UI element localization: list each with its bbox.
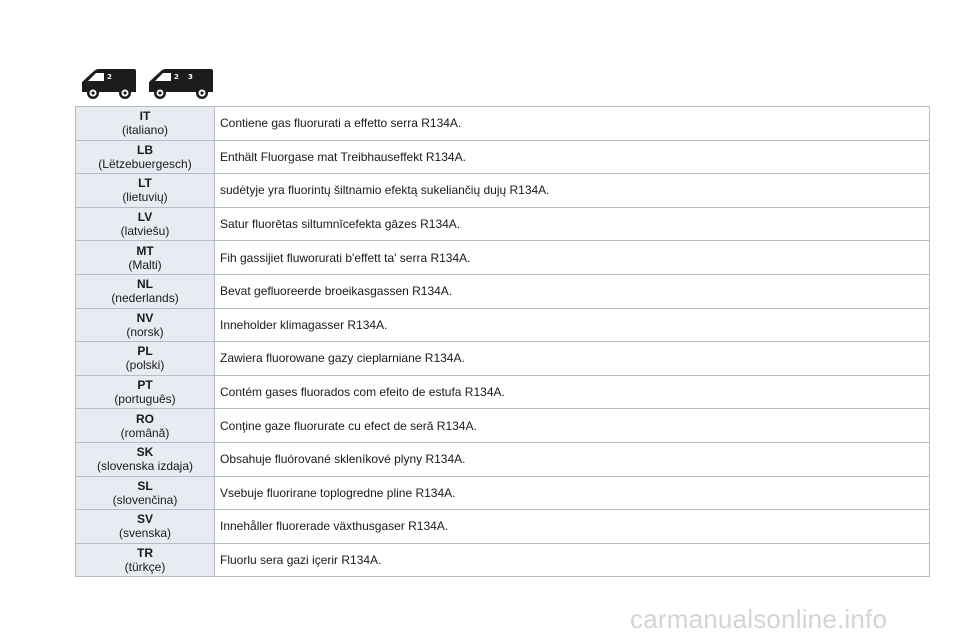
language-cell — [76, 409, 215, 443]
language-cell — [76, 510, 215, 544]
warning-text: Bevat gefluoreerde broeikasgassen R134A. — [215, 274, 930, 308]
language-code: IT — [139, 109, 151, 124]
language-cell — [76, 140, 215, 174]
warning-text: Satur fluorētas siltumnīcefekta gāzes R134A. — [215, 207, 930, 241]
language-code: RO — [136, 411, 154, 426]
language-cell — [76, 308, 215, 342]
table-row — [76, 442, 930, 476]
language-cell — [76, 207, 215, 241]
language-code: PT — [137, 378, 153, 393]
language-cell — [76, 174, 215, 208]
language-name: (slovenčina) — [112, 492, 178, 507]
language-cell — [76, 442, 215, 476]
svg-text:2: 2 — [174, 73, 179, 81]
language-code: TR — [137, 546, 153, 561]
language-name: (svenska) — [118, 526, 171, 541]
van-long-icon — [147, 66, 215, 100]
language-name: (Lëtzebuergesch) — [98, 156, 192, 171]
language-cell — [76, 342, 215, 376]
table-row — [76, 207, 930, 241]
table-row — [76, 409, 930, 443]
language-cell — [76, 375, 215, 409]
language-name: (nederlands) — [111, 291, 179, 306]
warning-text: Contiene gas fluorurati a effetto serra R134A. — [215, 107, 930, 141]
language-name: (latviešu) — [120, 224, 170, 239]
language-code: SV — [136, 512, 153, 527]
language-cell — [76, 274, 215, 308]
van-short-icon — [80, 66, 138, 100]
warning-text: Conţine gaze fluorurate cu efect de seră R134A. — [215, 409, 930, 443]
warning-text: Fluorlu sera gazi içerir R134A. — [215, 543, 930, 577]
language-name: (italiano) — [121, 123, 169, 138]
language-name: (türkçe) — [124, 560, 166, 575]
language-cell — [76, 543, 215, 577]
language-code: NL — [137, 277, 153, 292]
language-code: MT — [136, 243, 154, 258]
table-row — [76, 476, 930, 510]
language-name: (lietuvių) — [122, 190, 168, 205]
language-code: LT — [138, 176, 152, 191]
language-name: (polski) — [125, 358, 165, 373]
language-code: LB — [137, 142, 153, 157]
table-row — [76, 342, 930, 376]
table-row — [76, 241, 930, 275]
table-row — [76, 308, 930, 342]
table-row — [76, 510, 930, 544]
language-name: (română) — [120, 425, 170, 440]
table-row — [76, 543, 930, 577]
warning-text: Contém gases fluorados com efeito de estufa R134A. — [215, 375, 930, 409]
language-code: SK — [136, 445, 154, 460]
watermark: carmanualsonline.info — [630, 604, 888, 634]
language-name: (Malti) — [128, 257, 162, 272]
language-code: PL — [137, 344, 153, 359]
warning-text: Enthält Fluorgase mat Treibhauseffekt R134A. — [215, 140, 930, 174]
language-code: LV — [137, 210, 153, 225]
warning-text: sudėtyje yra fluorintų šiltnamio efektą sukeliančių dujų R134A. — [215, 174, 930, 208]
language-cell — [76, 476, 215, 510]
table-row — [76, 107, 930, 141]
table-row — [76, 174, 930, 208]
svg-text:3: 3 — [188, 73, 193, 81]
warning-text: Vsebuje fluorirane toplogredne pline R134A. — [215, 476, 930, 510]
svg-text:2: 2 — [107, 73, 112, 81]
table-row — [76, 140, 930, 174]
language-cell — [76, 107, 215, 141]
table-row — [76, 375, 930, 409]
language-name: (slovenska izdaja) — [96, 459, 194, 474]
warning-text: Fih gassijiet fluworurati b'effett ta' serra R134A. — [215, 241, 930, 275]
language-cell — [76, 241, 215, 275]
warning-text: Innehåller fluorerade växthusgaser R134A. — [215, 510, 930, 544]
language-table — [75, 106, 930, 577]
language-name: (português) — [114, 392, 176, 407]
warning-text: Obsahuje fluórované skleníkové plyny R134A. — [215, 442, 930, 476]
warning-text: Inneholder klimagasser R134A. — [215, 308, 930, 342]
language-code: SL — [137, 478, 153, 493]
language-name: (norsk) — [126, 324, 164, 339]
language-code: NV — [136, 310, 154, 325]
table-row — [76, 274, 930, 308]
warning-text: Zawiera fluorowane gazy cieplarniane R134A. — [215, 342, 930, 376]
